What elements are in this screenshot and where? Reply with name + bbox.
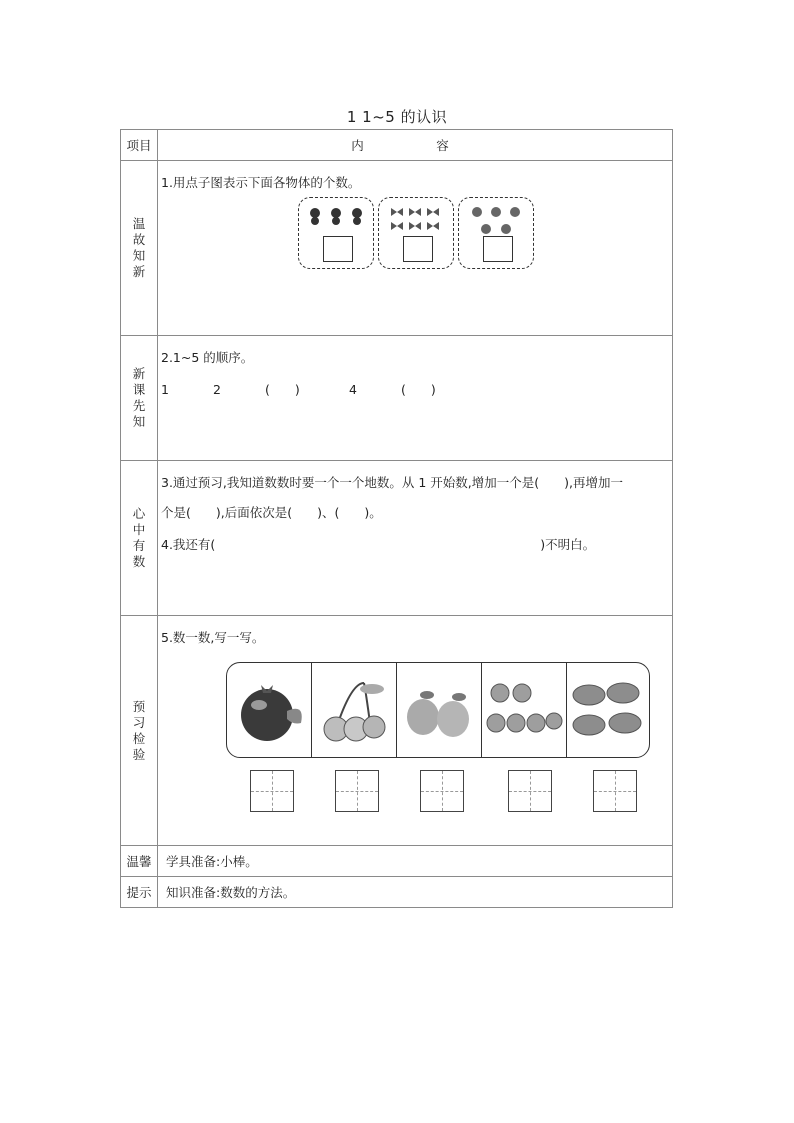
section-preview-label: 预习检验 xyxy=(132,698,146,762)
worksheet-table xyxy=(120,129,673,908)
header-item-label: 项目 xyxy=(121,130,158,161)
dot-diagram-groups xyxy=(298,197,534,269)
write-box[interactable] xyxy=(250,770,294,812)
lemon-icon xyxy=(397,663,482,757)
pomegranate-icon xyxy=(227,663,312,757)
write-box[interactable] xyxy=(420,770,464,812)
seq-item: 4 xyxy=(348,382,357,397)
fruit-strip xyxy=(226,662,650,758)
header-content-label: 内 容 xyxy=(158,130,673,161)
question-3-line1: 3.通过预习,我知道数数时要一个一个地数。从 1 开始数,增加一个是( ),再增加一 xyxy=(161,475,624,490)
tip-1: 学具准备:小棒。 xyxy=(158,846,673,877)
section-preview xyxy=(121,616,673,846)
question-3-line2: 个是( ),后面依次是( )、( )。 xyxy=(161,505,382,520)
cherry-icon xyxy=(312,663,397,757)
question-4: 4.我还有( )不明白。 xyxy=(161,537,596,552)
write-box[interactable] xyxy=(508,770,552,812)
section-review xyxy=(121,161,673,336)
butterfly-group xyxy=(378,197,454,269)
tip-2: 知识准备:数数的方法。 xyxy=(158,877,673,908)
seq-blank[interactable]: ( ) xyxy=(400,382,436,397)
question-1: 1.用点子图表示下面各物体的个数。 xyxy=(161,175,361,190)
tips-label-bottom: 提示 xyxy=(121,877,158,908)
section-review-label: 温故知新 xyxy=(132,216,146,279)
write-box[interactable] xyxy=(335,770,379,812)
section-tips xyxy=(121,846,673,877)
write-box[interactable] xyxy=(593,770,637,812)
number-sequence xyxy=(161,380,461,398)
header-row xyxy=(121,130,673,161)
section-tips-2 xyxy=(121,877,673,908)
mango-icon xyxy=(567,663,650,757)
page-title: 1 1~5 的认识 xyxy=(346,108,448,126)
question-5: 5.数一数,写一写。 xyxy=(161,630,265,645)
write-boxes xyxy=(250,770,637,812)
answer-box[interactable] xyxy=(403,236,433,262)
answer-box[interactable] xyxy=(483,236,513,262)
bee-group xyxy=(458,197,534,269)
apple-icon xyxy=(482,663,567,757)
section-newlesson-label: 新课先知 xyxy=(132,366,146,429)
question-2: 2.1~5 的顺序。 xyxy=(161,350,254,365)
ant-icon xyxy=(299,204,373,232)
butterfly-icon xyxy=(379,204,453,240)
section-mind xyxy=(121,461,673,616)
section-newlesson xyxy=(121,336,673,461)
seq-blank[interactable]: ( ) xyxy=(264,382,300,397)
ant-group xyxy=(298,197,374,269)
seq-item: 2 xyxy=(212,382,221,397)
answer-box[interactable] xyxy=(323,236,353,262)
tips-label-top: 温馨 xyxy=(121,846,158,877)
seq-item: 1 xyxy=(161,382,169,397)
section-mind-label: 心中有数 xyxy=(132,506,146,569)
